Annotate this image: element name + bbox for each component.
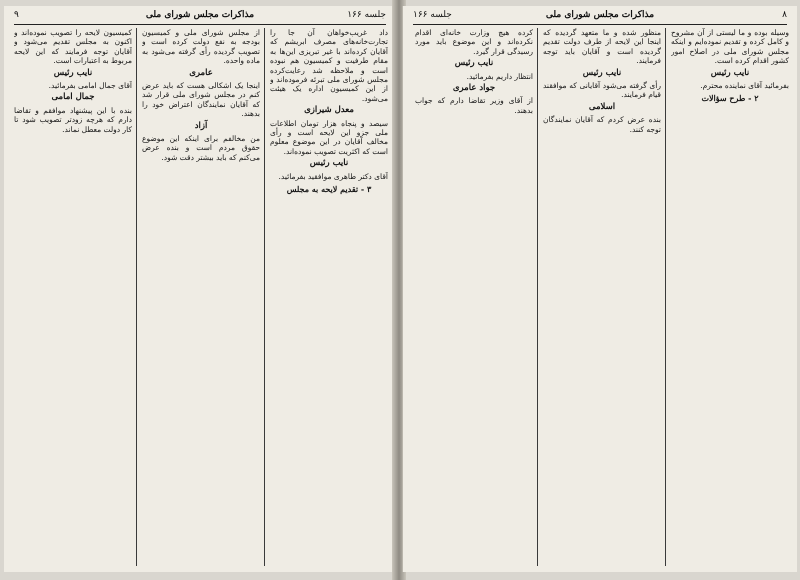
left-page bbox=[4, 6, 397, 572]
paragraph: منظور شده و ما متعهد گردیده که اینجا این لایحه از طرف دولت تقدیم گردیده است و آقایان باید توجه فرمایند. bbox=[543, 28, 661, 66]
speaker-name: جمال امامی bbox=[51, 92, 95, 103]
paragraph: بنده عرض کردم که آقایان نمایندگان توجه کنند. bbox=[543, 115, 661, 134]
paragraph: وسیله بوده و ما لیستی از آن مشروح و کامل کرده و تقدیم نموده‌ایم و اینکه مجلس شورای ملی در اصلاح امور کشور اقدام کرده است. bbox=[671, 28, 789, 66]
speaker-name: نایب رئیس bbox=[582, 67, 622, 78]
column-3 bbox=[14, 28, 132, 566]
section-heading: ۲ - طرح سؤالات bbox=[701, 93, 759, 104]
column-3 bbox=[415, 28, 533, 566]
column-rule bbox=[264, 28, 265, 566]
speaker-name: نایب رئیس bbox=[710, 67, 750, 78]
running-title: مذاکرات مجلس شورای ملی bbox=[145, 10, 255, 20]
column-2 bbox=[543, 28, 661, 566]
right-page-header bbox=[413, 10, 787, 25]
right-page bbox=[402, 6, 797, 572]
session-label: جلسه ۱۶۶ bbox=[413, 10, 452, 20]
right-page-columns bbox=[411, 28, 789, 566]
speaker-name: اسلامی bbox=[588, 101, 616, 112]
paragraph: کرده هیچ وزارت خانه‌ای اقدام نکرده‌اند و این موضوع باید مورد رسیدگی قرار گیرد. bbox=[415, 28, 533, 56]
paragraph: از مجلس شورای ملی و کمیسیون بودجه به نفع دولت کرده است و تصویب گردیده رأی گرفته می‌شود به ماده واحده. bbox=[142, 28, 260, 66]
column-rule bbox=[136, 28, 137, 566]
paragraph: بفرمائید آقای نماینده محترم. bbox=[700, 81, 789, 91]
paragraph: از آقای وزیر تقاضا دارم که جواب بدهند. bbox=[415, 96, 533, 115]
running-title: مذاکرات مجلس شورای ملی bbox=[545, 10, 655, 20]
speaker-name: نایب رئیس bbox=[454, 58, 494, 69]
left-page-header bbox=[14, 10, 386, 25]
paragraph: من مخالفم برای اینکه این موضوع حقوق مردم است و بنده عرض می‌کنم که باید بیشتر دقت شود. bbox=[142, 134, 260, 162]
paragraph: داد غریب‌خواهان آن جا را تجارت‌خانه‌های مصرف ابریشم که آقایان کرده‌اند با غیر تبریزی این‌ها به مقام طرفیت و کمیسیون هم نبوده است و ملاحظه شد رعایت‌کرده مجلس شورای ملی تبرئه فرموده‌اند و از این کمیسیون اداره یک هیئت می‌شود. bbox=[270, 28, 388, 103]
column-rule bbox=[537, 28, 538, 566]
paragraph: اینجا یک اشکالی هست که باید عرض کنم در مجلس شورای ملی قرار شد که آقایان نمایندگان اعتراض خود را بدهند. bbox=[142, 81, 260, 119]
speaker-name: جواد عامری bbox=[452, 83, 496, 94]
paragraph: رأی گرفته می‌شود آقایانی که موافقند قیام فرمایند. bbox=[543, 81, 661, 100]
paragraph: کمیسیون لایحه را تصویب نموده‌اند و اکنون به مجلس تقدیم می‌شود و آقایان توجه فرمایند که این لایحه مربوط به اعتبارات است. bbox=[14, 28, 132, 66]
speaker-name: نایب رئیس bbox=[53, 67, 93, 78]
column-2 bbox=[142, 28, 260, 566]
paragraph: آقای جمال امامی بفرمائید. bbox=[48, 81, 132, 91]
column-1 bbox=[671, 28, 789, 566]
column-rule bbox=[665, 28, 666, 566]
paragraph: آقای دکتر طاهری موافقید بفرمائید. bbox=[278, 171, 388, 181]
left-page-columns bbox=[12, 28, 388, 566]
section-heading: ۳ - تقدیم لایحه به مجلس bbox=[286, 184, 372, 195]
speaker-name: معدل شیرازی bbox=[304, 105, 354, 116]
session-label: جلسه ۱۶۶ bbox=[347, 10, 386, 20]
page-number: ۸ bbox=[782, 10, 787, 20]
column-1 bbox=[270, 28, 388, 566]
speaker-name: عامری bbox=[189, 67, 213, 78]
paragraph: انتظار داریم بفرمائید. bbox=[466, 71, 533, 81]
paragraph: بنده با این پیشنهاد موافقم و تقاضا دارم که هرچه زودتر تصویب شود تا کار دولت معطل نماند. bbox=[14, 105, 132, 134]
speaker-name: نایب رئیس bbox=[309, 158, 349, 169]
speaker-name: آزاد bbox=[194, 120, 208, 131]
paragraph: سیصد و پنجاه هزار تومان اطلاعات ملی جزو این لایحه است و رأی مخالف آقایان در این موضوع معلوم است که اکثریت تصویب نموده‌اند. bbox=[270, 118, 388, 156]
page-number: ۹ bbox=[14, 10, 19, 20]
